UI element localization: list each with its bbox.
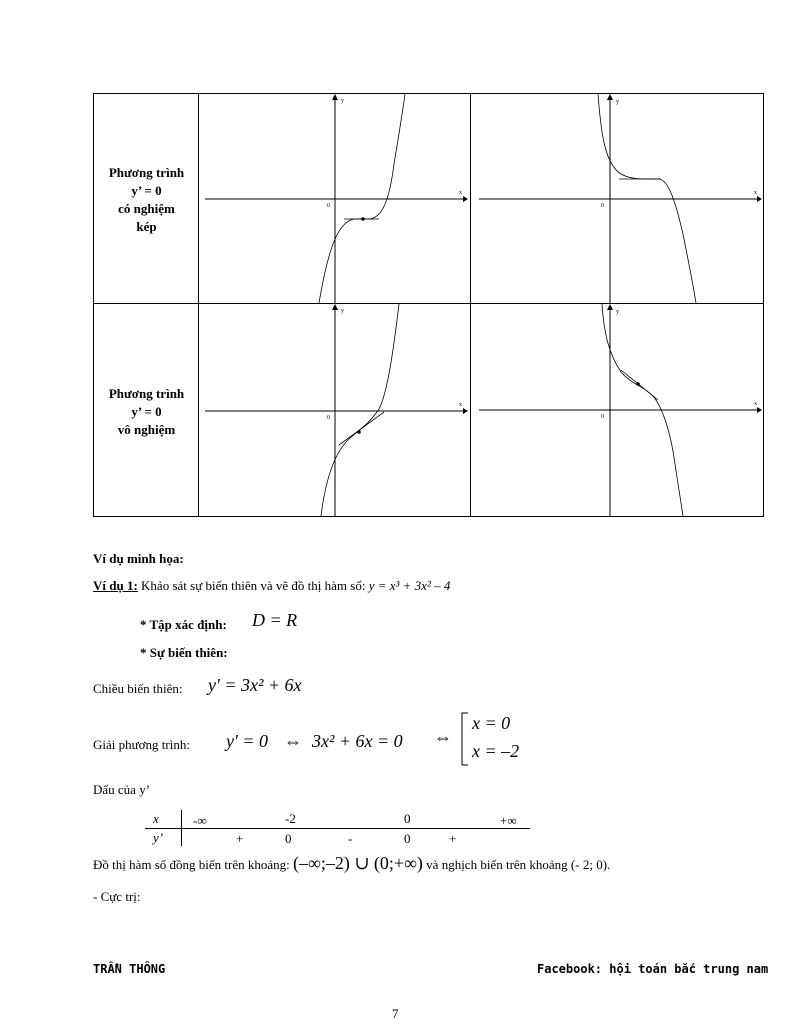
- origin-label: 0: [327, 203, 330, 209]
- conclusion-text: Đồ thị hàm số đồng biến trên khoảng:: [93, 857, 290, 872]
- footer-author: TRẦN THÔNG: [93, 962, 166, 976]
- sign-value: -: [348, 831, 353, 846]
- increasing-intervals: (–∞;–2) ∪ (0;+∞): [293, 853, 423, 873]
- origin-label: 0: [601, 203, 604, 209]
- extrema-heading: - Cực trị:: [93, 889, 141, 904]
- domain-label: * Tập xác định:: [140, 617, 227, 632]
- sign-value: 0: [404, 831, 411, 846]
- variation-label: * Sự biến thiên:: [140, 645, 228, 660]
- derivative-formula: y' = 3x² + 6x: [208, 675, 302, 695]
- row-label-x: x: [153, 811, 159, 826]
- equivalence-arrow: ⇔: [284, 731, 302, 751]
- row-label-double-root: Phương trình y’ = 0 có nghiệm kép: [108, 165, 185, 234]
- row-label-no-root: Phương trình y’ = 0 vô nghiệm: [108, 386, 185, 437]
- origin-label: 0: [601, 414, 604, 420]
- y-axis-label: y: [341, 98, 344, 104]
- x-value: +∞: [500, 813, 517, 828]
- solve-label: Giải phương trình:: [93, 737, 190, 752]
- y-axis-label: y: [616, 99, 619, 105]
- sign-title: Dấu của y’: [93, 782, 151, 797]
- solve-lhs: y' = 0: [226, 731, 268, 751]
- graph-decreasing-no-root: [471, 304, 763, 516]
- example-label: Ví dụ 1:: [93, 578, 138, 593]
- y-axis-label: y: [616, 309, 619, 315]
- sign-value: 0: [285, 831, 292, 846]
- x-axis-label: x: [754, 401, 757, 407]
- page-number: 7: [392, 1006, 399, 1021]
- x-value: -∞: [193, 813, 207, 828]
- conclusion-text-2: và nghịch biến trên khoảng (- 2; 0).: [426, 857, 611, 872]
- example-1: [93, 578, 450, 594]
- footer-facebook: Facebook: hội toán bắc trung nam: [537, 962, 769, 976]
- conclusion: [93, 853, 610, 874]
- system-bracket: [460, 712, 470, 766]
- graph-increasing-double-root: [199, 94, 469, 303]
- equivalence-arrow: ⇔: [434, 727, 452, 747]
- x-axis-label: x: [754, 190, 757, 196]
- graph-increasing-no-root: [199, 304, 469, 516]
- example-function: y = x³ + 3x² – 4: [368, 578, 451, 593]
- graph-table: [93, 93, 764, 517]
- solve-middle: 3x² + 6x = 0: [312, 731, 403, 751]
- x-value: 0: [404, 811, 411, 826]
- solution-1: x = 0: [472, 713, 511, 733]
- domain-value: D = R: [252, 610, 298, 630]
- origin-label: 0: [327, 415, 330, 421]
- solution-2: x = –2: [472, 741, 520, 761]
- x-axis-label: x: [459, 402, 462, 408]
- example-text: Khảo sát sự biến thiên và vẽ đồ thị hàm số:: [137, 578, 369, 593]
- x-axis-label: x: [459, 190, 462, 196]
- sign-table: [145, 810, 530, 848]
- x-value: -2: [285, 811, 296, 826]
- row-label-y-prime: y’: [153, 830, 164, 845]
- sign-value: +: [449, 831, 457, 846]
- y-axis-label: y: [341, 308, 344, 314]
- direction-label: Chiều biến thiên:: [93, 681, 183, 696]
- section-title: Ví dụ minh họa:: [93, 551, 184, 566]
- graph-decreasing-double-root: [471, 94, 763, 303]
- sign-value: +: [236, 831, 244, 846]
